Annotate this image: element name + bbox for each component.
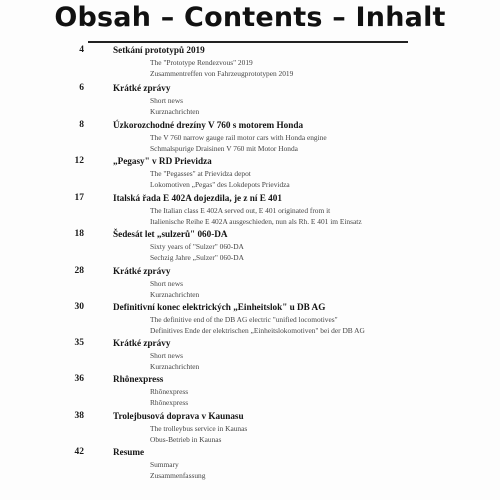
- page-number: 18: [74, 229, 84, 239]
- entry-subtitle-english: The Italian class E 402A served out, E 401 originated from it: [150, 206, 331, 215]
- entry-subtitle-german: Kurznachrichten: [150, 107, 200, 116]
- page-number: 17: [74, 193, 84, 203]
- entry-subtitle-german: Sechzig Jahre „Sulzer" 060-DA: [150, 253, 244, 262]
- toc-entry: [0, 229, 500, 269]
- page-number: 6: [79, 83, 84, 93]
- entry-subtitle-english: The "Prototype Rendezvous" 2019: [150, 58, 253, 67]
- entry-subtitle-german: Zusammenfassung: [150, 471, 206, 480]
- page-number: 36: [74, 374, 84, 384]
- entry-heading: Trolejbusová doprava v Kaunasu: [113, 411, 244, 421]
- page-number: 8: [79, 120, 84, 130]
- toc-entry: [0, 447, 500, 487]
- toc-entry: [0, 338, 500, 378]
- toc-entry: [0, 411, 500, 451]
- entry-heading: Krátké zprávy: [113, 338, 171, 348]
- toc-entry: [0, 193, 500, 233]
- entry-subtitle-german: Zusammentreffen von Fahrzeugprototypen 2019: [150, 69, 294, 78]
- entry-subtitle-english: The V 760 narrow gauge rail motor cars with Honda engine: [150, 133, 327, 142]
- page-number: 30: [74, 302, 84, 312]
- entry-heading: Rhônexpress: [113, 374, 164, 384]
- page-title: Obsah – Contents – Inhalt: [54, 2, 446, 33]
- entry-subtitle-english: Short news: [150, 351, 184, 360]
- entry-subtitle-english: Short news: [150, 96, 184, 105]
- page-number: 42: [74, 447, 84, 457]
- page-number: 4: [79, 45, 84, 55]
- entry-subtitle-english: Sixty years of "Sulzer" 060-DA: [150, 242, 244, 251]
- entry-subtitle-german: Definitives Ende der elektrischen „Einheitslokomotiven" bei der DB AG: [150, 326, 365, 335]
- entry-heading: Krátké zprávy: [113, 266, 171, 276]
- entry-subtitle-english: Summary: [150, 460, 179, 469]
- entry-subtitle-german: Kurznachrichten: [150, 362, 200, 371]
- entry-heading: Setkání prototypů 2019: [113, 45, 205, 55]
- entry-heading: Úzkorozchodné drezíny V 760 s motorem Honda: [113, 120, 304, 130]
- toc-entry: [0, 302, 500, 342]
- toc-entry: [0, 156, 500, 196]
- page-number: 12: [74, 156, 84, 166]
- page-number: 35: [74, 338, 84, 348]
- entry-heading: Šedesát let „sulzerů" 060-DA: [113, 229, 228, 239]
- entry-heading: Resume: [113, 447, 145, 457]
- title-divider: [88, 41, 408, 43]
- entry-subtitle-german: Lokomotiven „Pegas" des Lokdepots Prievidza: [150, 180, 290, 189]
- page-number: 38: [74, 411, 84, 421]
- entry-subtitle-german: Italienische Reihe E 402A ausgeschieden, nun als Rh. E 401 im Einsatz: [150, 217, 362, 226]
- entry-subtitle-english: The trolleybus service in Kaunas: [150, 424, 248, 433]
- toc-entry: [0, 374, 500, 414]
- entry-subtitle-english: Rhônexpress: [150, 387, 189, 396]
- entry-subtitle-german: Obus-Betrieb in Kaunas: [150, 435, 222, 444]
- entry-heading: Definitivní konec elektrických „Einheitslok" u DB AG: [113, 302, 326, 312]
- toc-entry: [0, 266, 500, 306]
- entry-subtitle-german: Kurznachrichten: [150, 290, 200, 299]
- toc-entry: [0, 83, 500, 123]
- entry-heading: Italská řada E 402A dojezdila, je z ní E 401: [113, 193, 282, 203]
- toc-entry: [0, 120, 500, 160]
- entry-heading: „Pegasy" v RD Prievidza: [113, 156, 212, 166]
- page-number: 28: [74, 266, 84, 276]
- entry-subtitle-german: Schmalspurige Draisinen V 760 mit Motor Honda: [150, 144, 298, 153]
- entry-subtitle-english: Short news: [150, 279, 184, 288]
- entry-heading: Krátké zprávy: [113, 83, 171, 93]
- entry-subtitle-german: Rhônexpress: [150, 398, 189, 407]
- toc-entry: [0, 45, 500, 85]
- entry-subtitle-english: The "Pegasses" at Prievidza depot: [150, 169, 251, 178]
- entry-subtitle-english: The definitive end of the DB AG electric "unified locomotives": [150, 315, 338, 324]
